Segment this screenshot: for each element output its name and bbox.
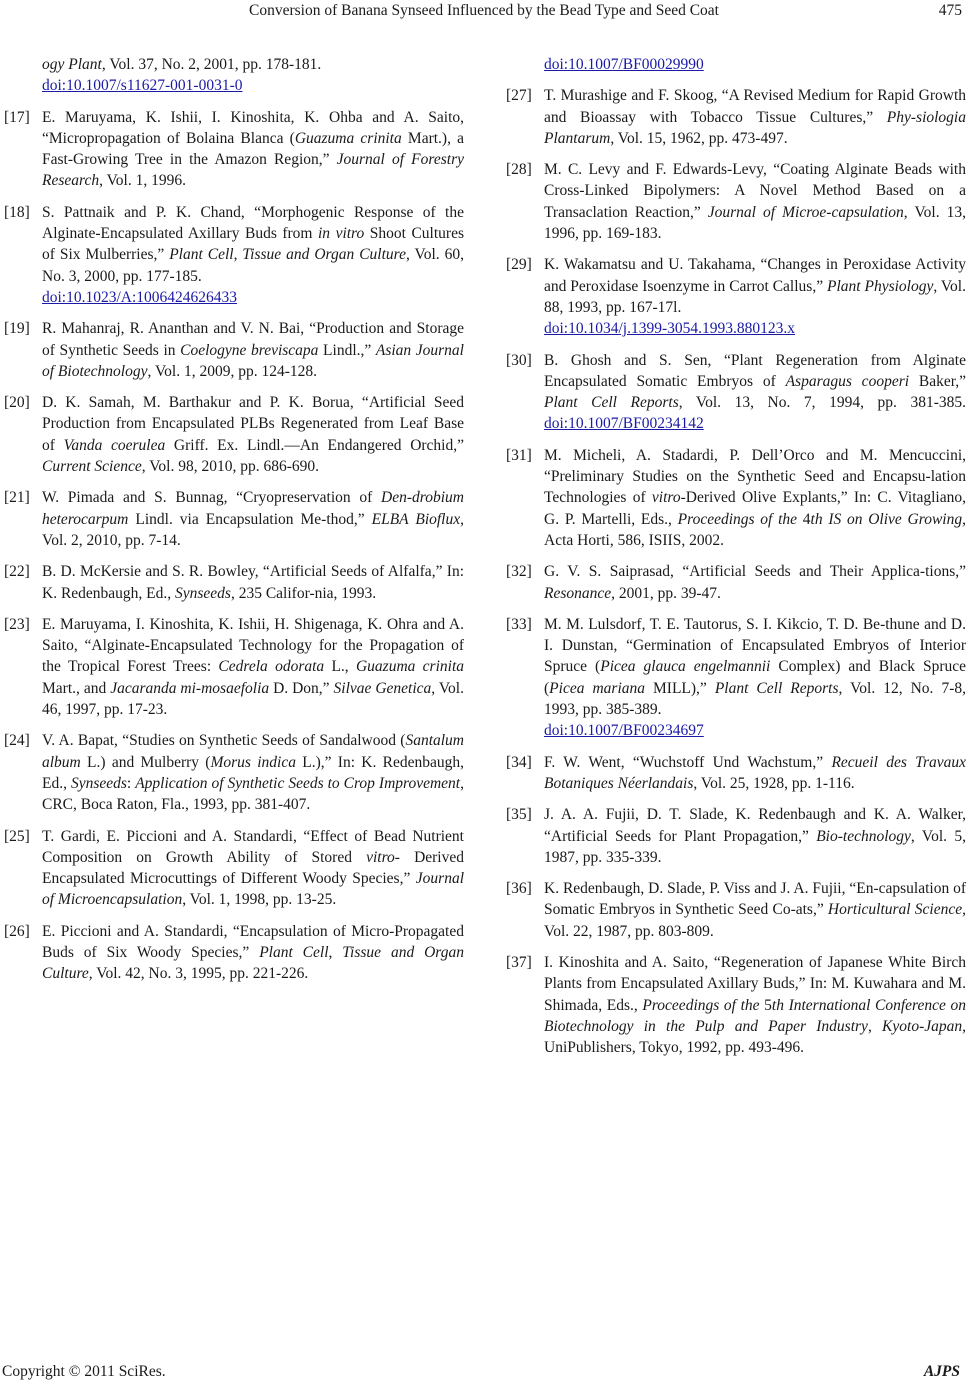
reference-continuation bbox=[506, 54, 966, 75]
reference-number: [26] bbox=[4, 922, 30, 940]
reference-37: [37] I. Kinoshita and A. Saito, “Regeneration of Japanese White Birch Plants from Encapsulated Axillary Buds,” In: M. Kuwahara and M. Shimada, Eds., Proceedings of the 5th International Conference on Biotechnology in the Pulp and Paper Industry, Kyoto-Japan, UniPublishers, Tokyo, 1992, pp. 493-496. bbox=[506, 953, 966, 1057]
doi-link[interactable]: doi:10.1007/BF00029990 bbox=[544, 56, 704, 73]
page-number: 475 bbox=[938, 2, 962, 19]
copyright-notice: Copyright © 2011 SciRes. bbox=[2, 1363, 166, 1380]
reference-number: [36] bbox=[506, 880, 532, 898]
doi-link[interactable]: doi:10.1007/s11627-001-0031-0 bbox=[42, 77, 243, 95]
reference-number: [25] bbox=[4, 827, 30, 845]
reference-number: [24] bbox=[4, 732, 30, 750]
reference-31: [31] M. Micheli, A. Stadardi, P. Dell’Orco and M. Mencuccini, “Preliminary Studies on the Synthetic Seed and Encapsu-lation Technologies of vitro-Derived Olive Explants,” In: C. Vitagliano, G. P. Martelli, Eds., Proceedings of the 4th IS on Olive Growing, Acta Horti, 586, ISIIS, 2002. bbox=[506, 446, 966, 549]
reference-number: [27] bbox=[506, 87, 532, 105]
reference-17: [17] E. Maruyama, K. Ishii, I. Kinoshita, K. Ohba and A. Saito, “Micropropagation of Bolaina Blanca (Guazuma crinita Mart.), a Fast-Growing Tree in the Amazon Region,” Journal of Forestry Research, Vol. 1, 1996. bbox=[4, 108, 464, 190]
reference-27: [27] T. Murashige and F. Skoog, “A Revised Medium for Rapid Growth and Bioassay with Tobacco Tissue Cultures,” Phy-siologia Plantarum, Vol. 15, 1962, pp. 473-497. bbox=[506, 87, 966, 147]
running-title: Conversion of Banana Synseed Influenced by the Bead Type and Seed Coat bbox=[249, 2, 719, 19]
reference-19: [19] R. Mahanraj, R. Ananthan and V. N. Bai, “Production and Storage of Synthetic Seeds in Coelogyne breviscapa Lindl.,” Asian Journal of Biotechnology, Vol. 1, 2009, pp. 124-128. bbox=[4, 320, 464, 380]
reference-number: [32] bbox=[506, 563, 532, 581]
reference-34: [34] F. W. Went, “Wuchstoff Und Wachstum,” Recueil des Travaux Botaniques Néerlandais, Vol. 25, 1928, pp. 1-116. bbox=[506, 753, 966, 792]
reference-number: [20] bbox=[4, 394, 30, 412]
reference-23: [23] E. Maruyama, I. Kinoshita, K. Ishii, H. Shigenaga, K. Ohra and A. Saito, “Alginate-Encapsulated Technology for the Propagation of the Tropical Forest Trees: Cedrela odorata L., Guazuma crinita Mart., and Jacaranda mi-mosaefolia D. Don,” Silvae Genetica, Vol. 46, 1997, pp. 17-23. bbox=[4, 615, 465, 719]
reference-number: [37] bbox=[506, 953, 532, 971]
running-header bbox=[0, 1, 968, 23]
reference-36: [36] K. Redenbaugh, D. Slade, P. Viss and J. A. Fujii, “En-capsulation of Somatic Embryos in Synthetic Seed Co-ats,” Horticultural Science, Vol. 22, 1987, pp. 803-809. bbox=[506, 880, 966, 940]
reference-number: [30] bbox=[506, 351, 532, 369]
reference-35: [35] J. A. A. Fujii, D. T. Slade, K. Redenbaugh and K. A. Walker, “Artificial Seeds for Plant Propagation,” Bio-technology, Vol. 5, 1987, pp. 335-339. bbox=[506, 806, 966, 866]
reference-number: [34] bbox=[506, 753, 532, 771]
doi-link[interactable]: doi:10.1034/j.1399-3054.1993.880123.x bbox=[544, 320, 796, 338]
reference-30: [30] B. Ghosh and S. Sen, “Plant Regeneration from Alginate Encapsulated Somatic Embryos of Asparagus cooperi Baker,” Plant Cell Reports, Vol. 13, No. 7, 1994, pp. 381-385. doi:10.1007/BF00234142 bbox=[506, 351, 967, 433]
reference-24: [24] V. A. Bapat, “Studies on Synthetic Seeds of Sandalwood (Santalum album L.) and Mulberry (Morus indica L.),” In: K. Redenbaugh, Ed., Synseeds: Application of Synthetic Seeds to Crop Improvement, CRC, Boca Raton, Fla., 1993, pp. 381-407. bbox=[4, 732, 464, 814]
reference-number: [23] bbox=[4, 615, 30, 633]
reference-32: [32] G. V. S. Saiprasad, “Artificial Seeds and Their Applica-tions,” Resonance, 2001, pp. 39-47. bbox=[506, 563, 966, 602]
reference-number: [31] bbox=[506, 446, 532, 464]
doi-link[interactable]: doi:10.1007/BF00234697 bbox=[544, 722, 704, 740]
reference-20: [20] D. K. Samah, M. Barthakur and P. K. Borua, “Artificial Seed Production from Encapsulated PLBs Regenerated from Leaf Base of Vanda coerulea Griff. Ex. Lindl.―An Endangered Orchid,” Current Science, Vol. 98, 2010, pp. 686-690. bbox=[4, 394, 464, 476]
reference-number: [21] bbox=[4, 489, 30, 507]
reference-continuation: ogy Plant, Vol. 37, No. 2, 2001, pp. 178-181. doi:10.1007/s11627-001-0031-0 bbox=[42, 56, 322, 95]
reference-number: [33] bbox=[506, 615, 532, 633]
right-column bbox=[506, 54, 966, 1068]
reference-number: [22] bbox=[4, 563, 30, 581]
doi-link[interactable]: doi:10.1023/A:1006424626433 bbox=[42, 288, 238, 306]
reference-29: [29] K. Wakamatsu and U. Takahama, “Changes in Peroxidase Activity and Peroxidase Isoenzyme in Carrot Callus,” Plant Physiology, Vol. 88, 1993, pp. 167-17l. doi:10.1034/j.1399-3054.1993.880123.x bbox=[506, 256, 966, 338]
left-column bbox=[4, 54, 464, 995]
reference-26: [26] E. Piccioni and A. Standardi, “Encapsulation of Micro-Propagated Buds of Six Woody Species,” Plant Cell, Tissue and Organ Culture, Vol. 42, No. 3, 1995, pp. 221-226. bbox=[4, 922, 465, 983]
reference-number: [29] bbox=[506, 256, 532, 274]
reference-number: [18] bbox=[4, 203, 30, 221]
reference-number: [35] bbox=[506, 806, 532, 824]
reference-21: [21] W. Pimada and S. Bunnag, “Cryopreservation of Den-drobium heterocarpum Lindl. via Encapsulation Me-thod,” ELBA Bioflux, Vol. 2, 2010, pp. 7-14. bbox=[4, 489, 464, 549]
page-footer bbox=[0, 1362, 968, 1384]
reference-25: [25] T. Gardi, E. Piccioni and A. Standardi, “Effect of Bead Nutrient Composition on Growth Ability of Stored vitro- Derived Encapsulated Microcuttings of Different Woody Species,” Journal of Microencapsulation, Vol. 1, 1998, pp. 13-25. bbox=[4, 827, 464, 909]
reference-number: [17] bbox=[4, 108, 30, 126]
reference-22: [22] B. D. McKersie and S. R. Bowley, “Artificial Seeds of Alfalfa,” In: K. Redenbaugh, Ed., Synseeds, 235 Califor-nia, 1993. bbox=[4, 563, 464, 602]
reference-number: [28] bbox=[506, 161, 532, 179]
reference-28: [28] M. C. Levy and F. Edwards-Levy, “Coating Alginate Beads with Cross-Linked Bipolymers: A Novel Method Based on a Transaclation Reaction,” Journal of Microe-capsulation, Vol. 13, 1996, pp. 169-183. bbox=[506, 161, 966, 243]
reference-18: [18] S. Pattnaik and P. K. Chand, “Morphogenic Response of the Alginate-Encapsulated Axillary Buds from in vitro Shoot Cultures of Six Mulberries,” Plant Cell, Tissue and Organ Culture, Vol. 60, No. 3, 2000, pp. 177-185. doi:10.1023/A:1006424626433 bbox=[4, 203, 464, 306]
journal-abbreviation: AJPS bbox=[923, 1363, 960, 1380]
reference-33: [33] M. M. Lulsdorf, T. E. Tautorus, S. I. Kikcio, T. D. Be-thune and D. I. Dunstan, “Germination of Encapsulated Embryos of Interior Spruce (Picea glauca engelmannii Complex) and Black Spruce (Picea mariana MILL),” Plant Cell Reports, Vol. 12, No. 7-8, 1993, pp. 385-389. doi:10.1007/BF00234697 bbox=[506, 615, 967, 740]
reference-number: [19] bbox=[4, 320, 30, 338]
doi-link[interactable]: doi:10.1007/BF00234142 bbox=[544, 415, 704, 433]
